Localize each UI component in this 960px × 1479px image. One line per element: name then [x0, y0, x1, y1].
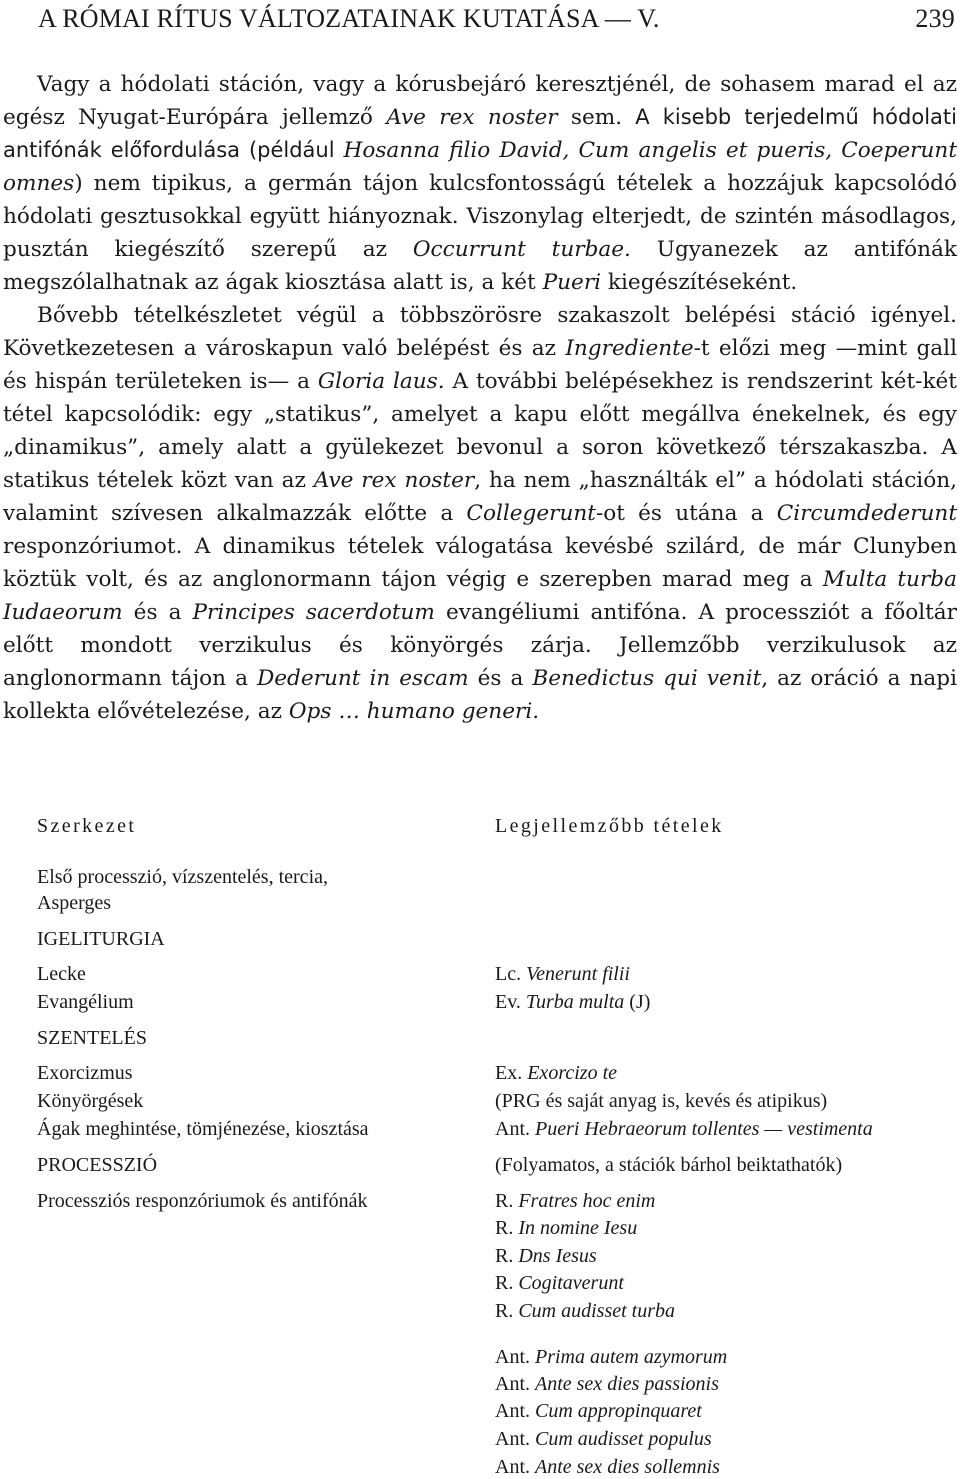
text-run: Bővebb tételkészletet végül a többszörösre szakaszolt belépési stáció igényel. Következetesen a városkapun való belépést és az — [3, 303, 957, 361]
italic-title: Cum appropinquaret — [535, 1400, 702, 1422]
item-row — [495, 1216, 637, 1240]
italic-title: Ave rex noster — [386, 105, 558, 130]
italic-title: Venerunt filii — [526, 963, 630, 985]
running-title: A RÓMAI RÍTUS VÁLTOZATAINAK KUTATÁSA — V. — [38, 4, 660, 33]
text-run: SZENTELÉS — [37, 1027, 147, 1049]
italic-title: Benedictus qui venit — [532, 666, 762, 691]
italic-title: Ante sex dies sollemnis — [535, 1456, 720, 1478]
italic-title: Dns Iesus — [518, 1245, 597, 1267]
item-row — [495, 1153, 842, 1177]
text-run: responzóriumot. A dinamikus tételek válogatása kevésbé szilárd, de már Clunyben köztük volt, és az anglonormann tájon végig e szerepben marad meg a — [3, 534, 957, 592]
text-run: Exorcizmus — [37, 1062, 133, 1084]
structure-row — [37, 891, 111, 915]
italic-title: Turba multa — [525, 991, 625, 1013]
text-run: R. — [495, 1300, 519, 1322]
italic-title: Fratres hoc enim — [518, 1190, 656, 1212]
text-run: R. — [495, 1217, 519, 1239]
text-run: sem. — [557, 105, 623, 130]
italic-title: Cogitaverunt — [518, 1272, 624, 1294]
italic-title: Occurrunt turbae. — [412, 237, 631, 262]
item-row — [495, 1427, 712, 1451]
italic-title: Circumdederunt — [776, 501, 958, 526]
structure-row — [37, 1089, 143, 1113]
text-run: (J) — [624, 991, 651, 1013]
item-row — [495, 990, 650, 1014]
italic-title: Ante sex dies passionis — [535, 1373, 719, 1395]
text-run: Ant. — [495, 1118, 535, 1140]
structure-row — [37, 1153, 157, 1177]
text-run: Első processzió, vízszentelés, tercia, — [37, 866, 328, 888]
italic-title: Exorcizo te — [527, 1062, 618, 1084]
structure-row — [37, 1061, 133, 1085]
italic-title: Collegerunt — [466, 501, 596, 526]
text-run: , ha nem „használták el” a hódolati stáción, valamint szívesen alkalmazzák előtte a — [3, 468, 957, 526]
text-run: Ant. — [495, 1373, 535, 1395]
text-run: R. — [495, 1272, 519, 1294]
item-row — [495, 1189, 655, 1213]
text-run: Ant. — [495, 1400, 535, 1422]
text-run: és a — [468, 666, 533, 691]
italic-title: Ingrediente — [565, 336, 694, 361]
item-row — [495, 962, 630, 986]
text-run: (Folyamatos, a stációk bárhol beiktathatók) — [495, 1154, 843, 1176]
structure-row — [37, 962, 86, 986]
text-run: Vagy a hódolati stáción, vagy a kórusbejáró keresztjénél, de sohasem marad el az egész Nyugat-Európára jellemző — [3, 72, 957, 130]
italic-title: In nomine Iesu — [518, 1217, 638, 1239]
item-row — [495, 1117, 873, 1141]
text-run: Ugyanezek az antifónák megszólalhatnak az ágak kiosztása alatt is, a két — [3, 237, 958, 295]
page-number: 239 — [915, 4, 955, 33]
italic-title: Pueri Hebraeorum tollentes — vestimenta — [535, 1118, 873, 1140]
italic-title: Gloria laus. — [317, 369, 445, 394]
text-run: Processziós responzóriumok és antifónák — [37, 1190, 368, 1212]
text-run: evangéliumi antifóna. A processziót a főoltár előtt mondott verzikulus és könyörgés zárja. Jellemzőbb verzikulusok az anglonormann tájon a — [3, 600, 958, 691]
text-run: Asperges — [37, 892, 112, 914]
text-run: Ant. — [495, 1346, 535, 1368]
text-run: Könyörgések — [37, 1090, 144, 1112]
item-row — [495, 1271, 624, 1295]
text-run: IGELITURGIA — [37, 928, 165, 950]
running-header — [38, 4, 955, 34]
text-run: R. — [495, 1245, 519, 1267]
text-run: A kisebb terjedelmű hódolati antifónák előfordulása (például — [3, 105, 957, 162]
left-column-heading: Szerkezet — [37, 815, 137, 837]
italic-title: Cum audisset turba — [518, 1300, 676, 1322]
item-row — [495, 1244, 597, 1268]
italic-title: Pueri — [542, 270, 602, 295]
text-run: Ev. — [495, 991, 526, 1013]
italic-title: Prima autem azymorum — [535, 1346, 728, 1368]
text-run: Lecke — [37, 963, 86, 985]
paragraph-1 — [3, 68, 957, 299]
text-run: R. — [495, 1190, 519, 1212]
text-run: Ex. — [495, 1062, 528, 1084]
structure-table — [0, 815, 960, 1478]
structure-row — [37, 990, 134, 1014]
structure-row — [37, 927, 165, 951]
item-row — [495, 1061, 617, 1085]
item-row — [495, 1299, 675, 1323]
text-run: -t előzi meg —mint gall és hispán területeken is— a — [3, 336, 957, 394]
text-run: kiegészítéseként. — [601, 270, 798, 295]
text-run: A további belépésekhez is rendszerint két-két tétel kapcsolódik: egy „statikus”, amelyet a kapu előtt megállva énekelnek, és egy „dinamikus”, amely alatt a gyülekezet bevonul a soron következő térszakaszba. A statikus tételek közt van az — [3, 369, 957, 493]
text-run: Evangélium — [37, 991, 134, 1013]
body-text — [3, 68, 957, 728]
item-row — [495, 1345, 727, 1369]
italic-title: Multa turba Iudaeorum — [3, 567, 957, 625]
structure-row — [37, 1117, 369, 1141]
structure-row — [37, 1189, 367, 1213]
text-run: , az oráció a napi kollekta elővételezése, az — [3, 666, 957, 724]
structure-row — [37, 1026, 147, 1050]
text-run: Ant. — [495, 1456, 535, 1478]
structure-row — [37, 865, 328, 889]
text-run: PROCESSZIÓ — [37, 1154, 158, 1176]
text-run: Ant. — [495, 1428, 535, 1450]
text-run: és a — [122, 600, 193, 625]
italic-title: Hosanna filio David, Cum angelis et pueris, Coeperunt omnes — [3, 138, 957, 196]
italic-title: Ave rex noster — [313, 468, 475, 493]
item-row — [495, 1399, 702, 1423]
italic-title: Cum audisset populus — [535, 1428, 712, 1450]
item-row — [495, 1372, 719, 1396]
text-run: Lc. — [495, 963, 527, 985]
text-run: (PRG és saját anyag is, kevés és atipikus) — [495, 1090, 828, 1112]
italic-title: Ops … humano generi. — [288, 699, 540, 724]
item-row — [495, 1089, 827, 1113]
text-run: Ágak meghintése, tömjénezése, kiosztása — [37, 1118, 369, 1140]
right-column-heading: Legjellemzőbb tételek — [495, 815, 724, 837]
paragraph-2 — [3, 299, 957, 728]
item-row — [495, 1455, 720, 1479]
text-run: -ot és utána a — [595, 501, 777, 526]
italic-title: Dederunt in escam — [256, 666, 469, 691]
text-run: ) nem tipikus, a germán tájon kulcsfontosságú tételek a hozzájuk kapcsolódó hódolati gesztusokkal együtt hiányoznak. Viszonylag elterjedt, de szintén másodlagos, pusztán kiegészítő szerepű az — [3, 171, 957, 262]
italic-title: Principes sacerdotum — [192, 600, 435, 625]
